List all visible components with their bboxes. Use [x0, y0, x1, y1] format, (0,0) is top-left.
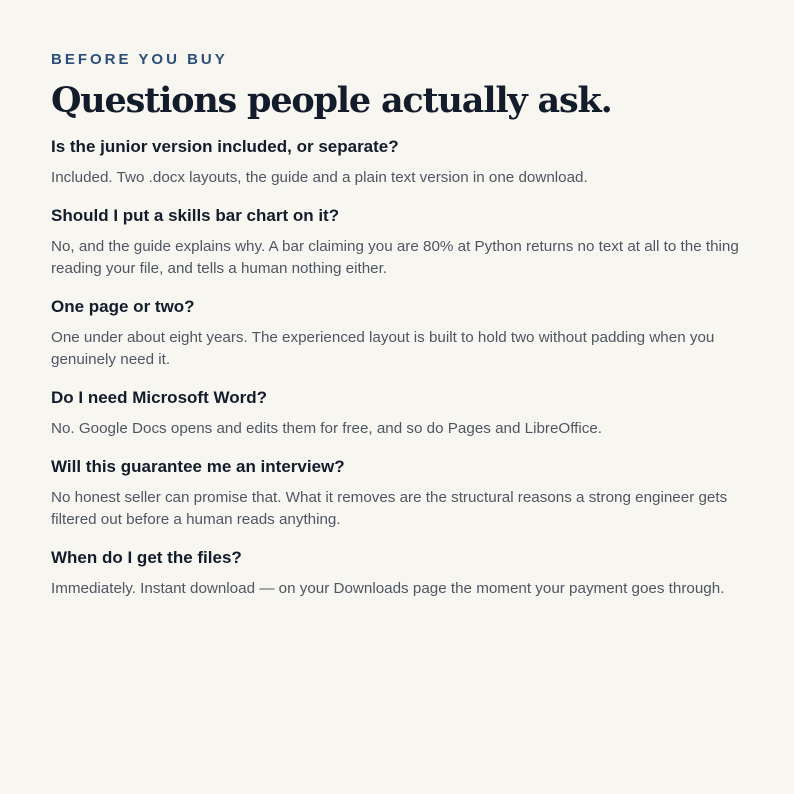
faq-item — [51, 205, 751, 280]
faq-answer: No, and the guide explains why. A bar claiming you are 80% at Python returns no text at all to the thing reading your file, and tells a human nothing either. — [51, 238, 739, 277]
faq-answer: No. Google Docs opens and edits them for free, and so do Pages and LibreOffice. — [51, 420, 603, 437]
faq-item — [51, 136, 751, 189]
faq-question: Should I put a skills bar chart on it? — [51, 206, 340, 225]
faq-question: Is the junior version included, or separate? — [51, 137, 399, 156]
faq-answer: No honest seller can promise that. What it removes are the structural reasons a strong engineer gets filtered out before a human reads anything. — [51, 489, 728, 528]
faq-answer: Immediately. Instant download — on your Downloads page the moment your payment goes through. — [51, 580, 725, 597]
faq-list — [51, 136, 751, 600]
faq-item — [51, 547, 751, 600]
faq-question: When do I get the files? — [51, 548, 242, 567]
faq-question: Will this guarantee me an interview? — [51, 457, 345, 476]
faq-item — [51, 456, 751, 531]
faq-page — [51, 50, 751, 600]
page-title: Questions people actually ask. — [51, 80, 612, 121]
faq-item — [51, 387, 751, 440]
faq-item — [51, 296, 751, 371]
faq-answer: One under about eight years. The experienced layout is built to hold two without padding when you genuinely need it. — [51, 329, 715, 368]
eyebrow-label: BEFORE YOU BUY — [51, 51, 228, 68]
faq-question: Do I need Microsoft Word? — [51, 388, 267, 407]
faq-answer: Included. Two .docx layouts, the guide and a plain text version in one download. — [51, 169, 588, 186]
faq-question: One page or two? — [51, 297, 195, 316]
